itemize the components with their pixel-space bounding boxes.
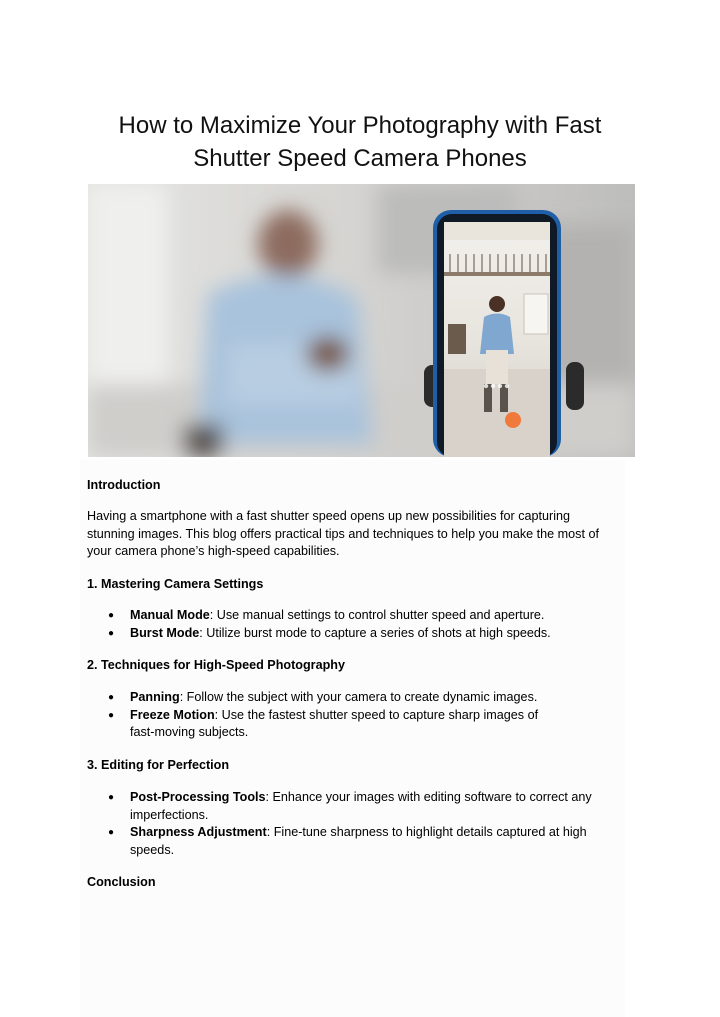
list-item-text: : Use the fastest shutter speed to capture sharp images of [214,707,539,722]
section-heading-camera-settings: 1. Mastering Camera Settings [87,577,264,591]
title-line-2: Shutter Speed Camera Phones [193,145,527,172]
bullet-icon: ● [108,610,115,621]
list-item-continuation: imperfections. [130,807,209,822]
bullet-icon: ● [108,627,115,639]
list-item-term: Freeze Motion [130,707,215,722]
list-item-text: : Follow the subject with your camera to create dynamic images. [179,690,538,704]
list-item-term: Sharpness Adjustment [130,825,267,839]
list-item [87,607,632,625]
list-item-continuation: speeds. [130,842,175,857]
list-item-text: : Use manual settings to control shutter speed and aperture. [209,608,545,622]
list-item-text: : Fine-tune sharpness to highlight details captured at high [266,825,587,839]
list-item-term: Burst Mode [130,625,200,640]
list-item [87,625,632,643]
introduction-heading: Introduction [87,478,161,492]
bullet-icon: ● [108,792,115,803]
list-item-term: Manual Mode [130,608,210,622]
list-item [87,707,632,742]
hero-image [88,184,635,457]
introduction-line: stunning images. This blog offers practical tips and techniques to help you make the most of [87,526,599,541]
bullet-icon: ● [108,709,115,721]
introduction-line: your camera phone’s high-speed capabilities. [87,544,340,558]
camera-settings-list [87,607,632,642]
high-speed-list [87,689,632,742]
bullet-icon: ● [108,827,115,838]
section-heading-editing: 3. Editing for Perfection [87,758,230,772]
list-item [87,689,632,707]
list-item-text: : Utilize burst mode to capture a series of shots at high speeds. [199,625,551,640]
list-item [87,789,632,824]
list-item-term: Post-Processing Tools [130,790,266,804]
list-item-term: Panning [130,690,180,704]
document-title [0,109,720,175]
phone-on-tripod-photo [88,184,635,457]
introduction-paragraph [87,508,632,561]
list-item [87,824,632,859]
introduction-line: Having a smartphone with a fast shutter speed opens up new possibilities for capturing [87,509,571,523]
title-line-1: How to Maximize Your Photography with Fast [118,112,602,139]
bullet-icon: ● [108,692,115,703]
section-heading-high-speed: 2. Techniques for High-Speed Photography [87,658,345,672]
conclusion-heading: Conclusion [87,875,156,889]
editing-list [87,789,632,859]
list-item-text: : Enhance your images with editing software to correct any [265,790,592,804]
list-item-continuation: fast-moving subjects. [130,725,249,739]
